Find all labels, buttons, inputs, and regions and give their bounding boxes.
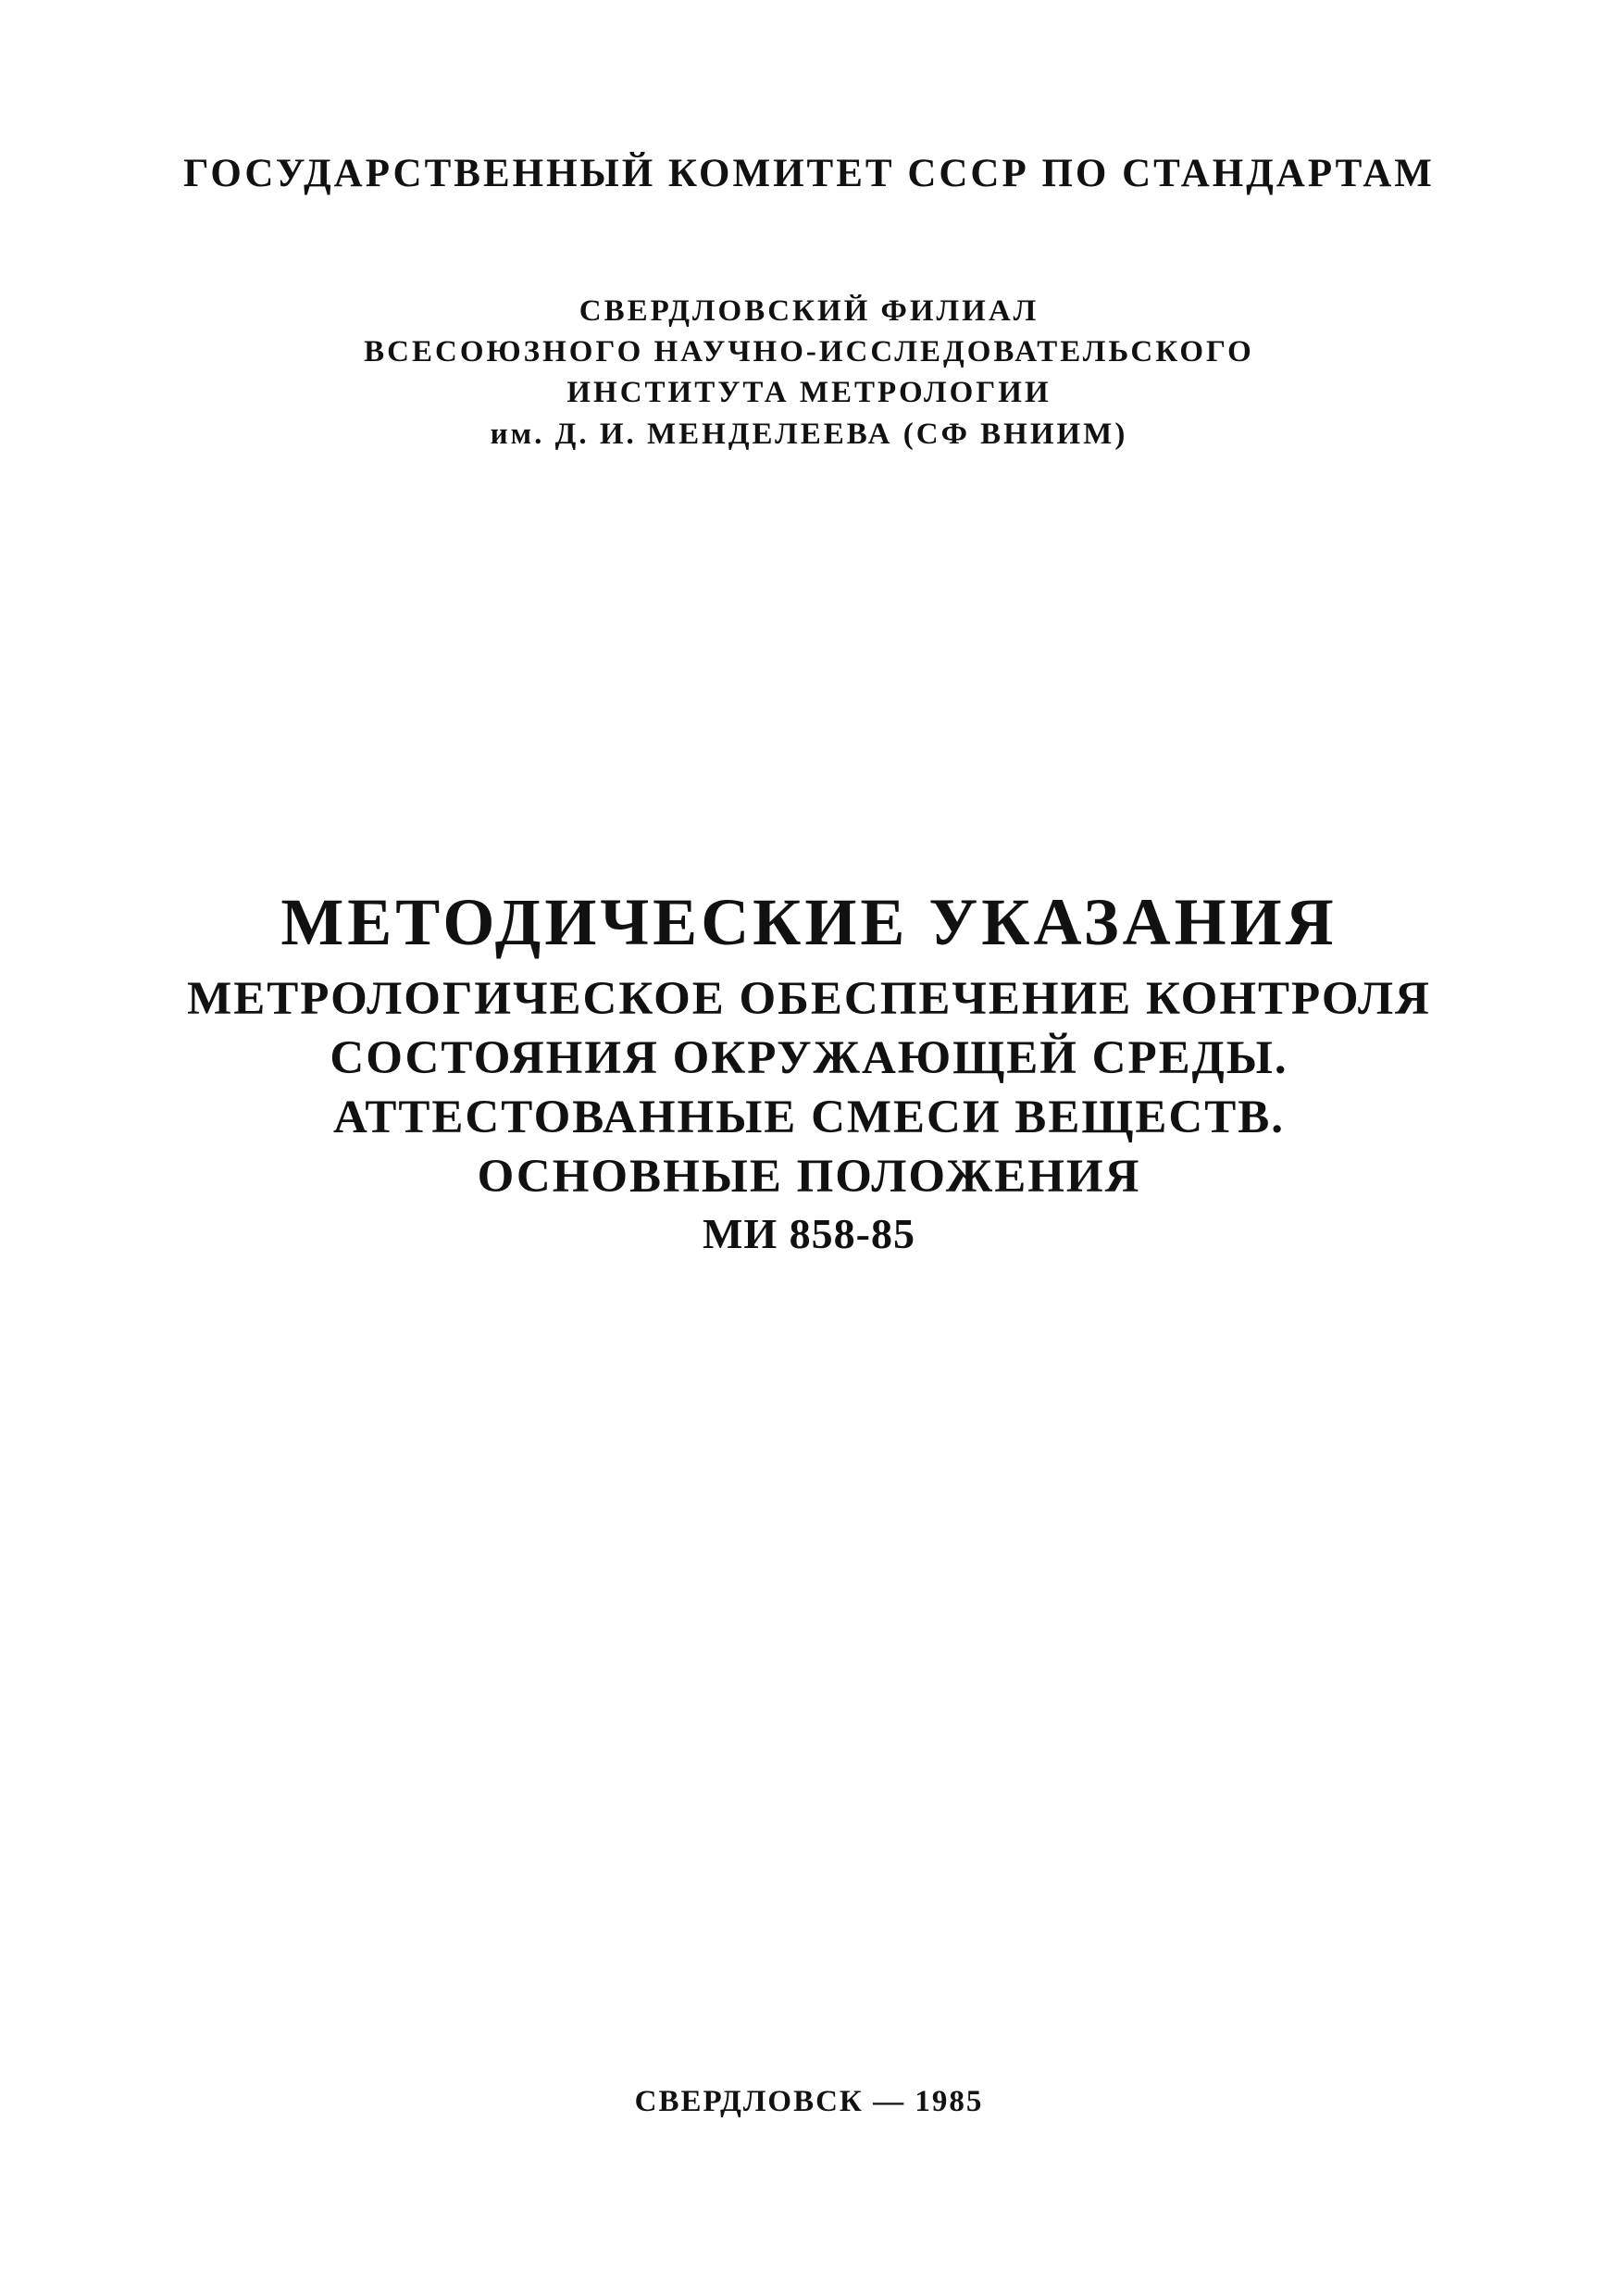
document-subtitle-line: АТТЕСТОВАННЫЕ СМЕСИ ВЕЩЕСТВ. — [333, 1092, 1285, 1143]
document-title: МЕТОДИЧЕСКИЕ УКАЗАНИЯ — [280, 885, 1338, 959]
institute-line: ИНСТИТУТА МЕТРОЛОГИИ — [566, 376, 1052, 409]
publication-place-year: СВЕРДЛОВСК — 1985 — [634, 2085, 984, 2118]
institute-line: ВСЕСОЮЗНОГО НАУЧНО-ИССЛЕДОВАТЕЛЬСКОГО — [364, 335, 1254, 368]
document-subtitle-line: МЕТРОЛОГИЧЕСКОЕ ОБЕСПЕЧЕНИЕ КОНТРОЛЯ — [187, 973, 1431, 1025]
institute-line: СВЕРДЛОВСКИЙ ФИЛИАЛ — [579, 294, 1039, 328]
document-code: МИ 858-85 — [702, 1210, 915, 1257]
document-subtitle-line: СОСТОЯНИЯ ОКРУЖАЮЩЕЙ СРЕДЫ. — [330, 1032, 1288, 1084]
institute-line: им. Д. И. МЕНДЕЛЕЕВА (СФ ВНИИМ) — [490, 418, 1128, 451]
committee-heading: ГОСУДАРСТВЕННЫЙ КОМИТЕТ СССР ПО СТАНДАРТАМ — [183, 152, 1435, 195]
document-subtitle-line: ОСНОВНЫЕ ПОЛОЖЕНИЯ — [477, 1151, 1141, 1203]
